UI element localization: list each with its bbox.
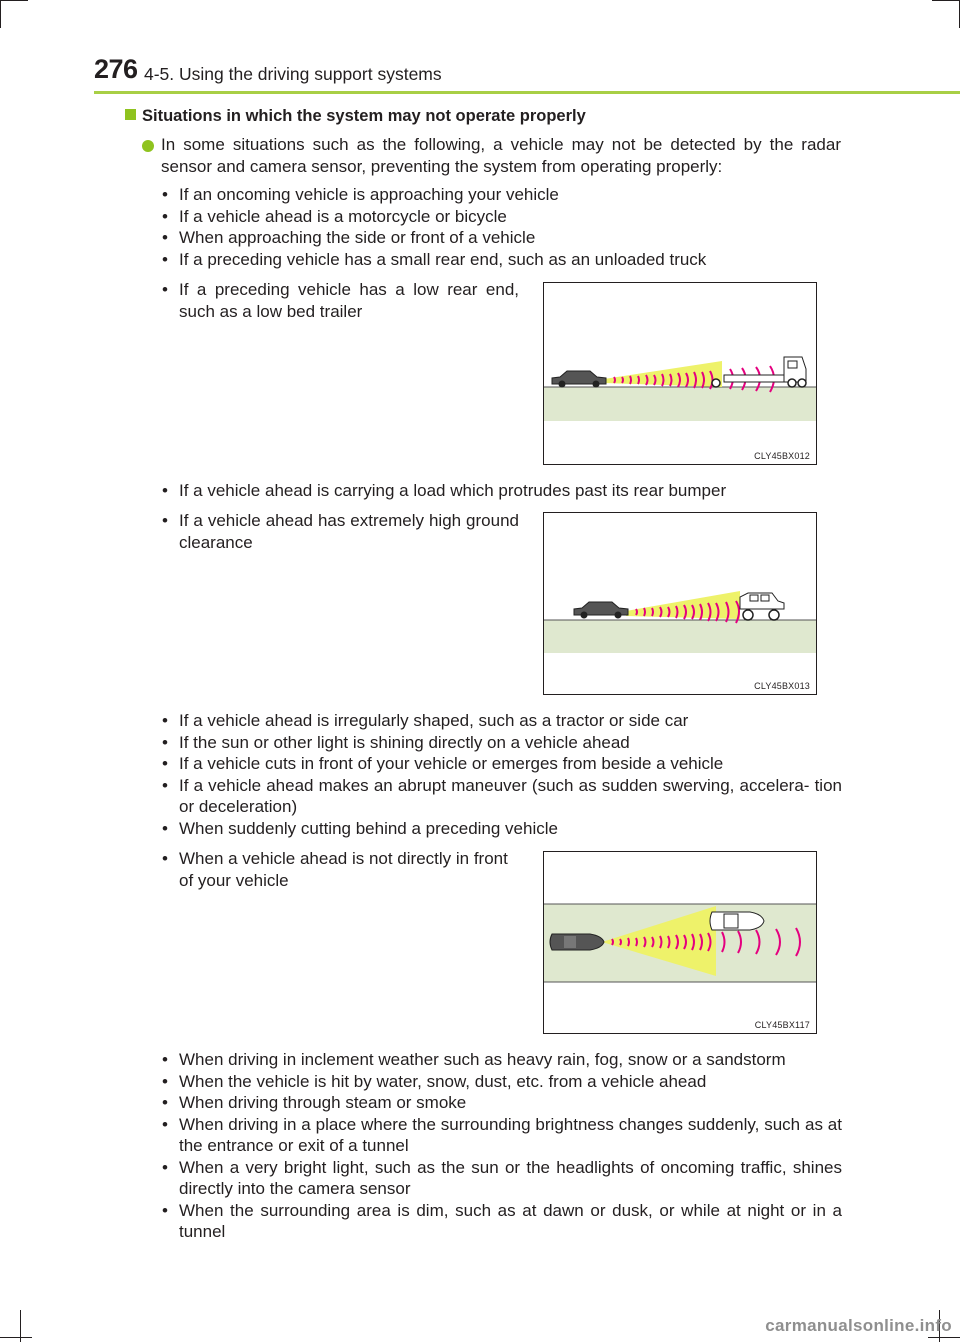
heading-text: Situations in which the system may not operate properly bbox=[142, 107, 586, 125]
list-item: • If the sun or other light is shining directly on a vehicle ahead bbox=[162, 732, 842, 754]
high-clearance-vehicle-icon bbox=[740, 593, 784, 620]
section-title: 4-5. Using the driving support systems bbox=[144, 64, 442, 84]
own-car-top-view-icon bbox=[550, 934, 604, 950]
list-item: • If a vehicle ahead is irregularly shaped, such as a tractor or side car bbox=[162, 710, 842, 732]
list-item: • When the surrounding area is dim, such as at dawn or dusk, or while at night or in a tunnel bbox=[162, 1200, 842, 1243]
illustration-low-bed-trailer bbox=[544, 283, 816, 464]
own-car-icon bbox=[552, 371, 606, 388]
bullet-list-after-figure-1 bbox=[162, 480, 726, 502]
list-item: • If a vehicle ahead is carrying a load which protrudes past its rear bumper bbox=[162, 480, 726, 502]
list-item: • When approaching the side or front of a vehicle bbox=[162, 227, 706, 249]
bullet-list-1 bbox=[162, 184, 706, 270]
crop-mark bbox=[0, 1337, 32, 1338]
crop-mark bbox=[928, 1337, 960, 1338]
circle-bullet-icon bbox=[142, 140, 154, 152]
road-band bbox=[544, 387, 816, 421]
watermark: carmanualsonline.info bbox=[765, 1316, 952, 1335]
list-item: • When suddenly cutting behind a preceding vehicle bbox=[162, 818, 842, 840]
road-band bbox=[544, 620, 816, 653]
square-bullet-icon bbox=[125, 109, 136, 120]
page-number: 276 bbox=[94, 54, 138, 84]
list-item: • If an oncoming vehicle is approaching your vehicle bbox=[162, 184, 706, 206]
radar-beam bbox=[626, 591, 740, 619]
figure-3-caption-list bbox=[162, 848, 524, 891]
list-item: • When driving through steam or smoke bbox=[162, 1092, 842, 1114]
section-heading bbox=[125, 107, 586, 126]
list-item: • When driving in a place where the surrounding brightness changes suddenly, such as at the entrance or exit of a tunnel bbox=[162, 1114, 842, 1157]
header-rule bbox=[94, 91, 960, 94]
figure-code: CLY45BX117 bbox=[754, 1020, 810, 1030]
list-item: • If a vehicle ahead makes an abrupt maneuver (such as sudden swerving, accelera- tion or deceleration) bbox=[162, 775, 842, 818]
figure-code: CLY45BX013 bbox=[754, 681, 810, 691]
figure-code: CLY45BX012 bbox=[754, 451, 810, 461]
bullet-list-3 bbox=[162, 1049, 842, 1243]
figure-1-caption-list bbox=[162, 279, 519, 322]
list-item: • If a vehicle cuts in front of your vehicle or emerges from beside a vehicle bbox=[162, 753, 842, 775]
intro-paragraph: In some situations such as the following, a vehicle may not be detected by the radar sensor and camera sensor, preventing the system from operating properly: bbox=[161, 135, 841, 176]
list-item: • When driving in inclement weather such as heavy rain, fog, snow or a sandstorm bbox=[162, 1049, 842, 1071]
figure-1-caption: • If a preceding vehicle has a low rear end, such as a low bed trailer bbox=[162, 279, 519, 322]
list-item: • When a very bright light, such as the sun or the headlights of oncoming traffic, shines directly into the camera sensor bbox=[162, 1157, 842, 1200]
illustration-high-ground-clearance bbox=[544, 513, 816, 694]
crop-mark bbox=[0, 0, 28, 1]
figure-vehicle-offset bbox=[543, 851, 817, 1034]
crop-mark bbox=[932, 0, 960, 1]
own-car-icon bbox=[574, 602, 628, 619]
list-item: • If a vehicle ahead is a motorcycle or bicycle bbox=[162, 206, 706, 228]
figure-2-caption-list bbox=[162, 510, 519, 553]
figure-low-bed-trailer bbox=[543, 282, 817, 465]
list-item: • When the vehicle is hit by water, snow, dust, etc. from a vehicle ahead bbox=[162, 1071, 842, 1093]
figure-2-caption: • If a vehicle ahead has extremely high ground clearance bbox=[162, 510, 519, 553]
figure-3-caption: • When a vehicle ahead is not directly in front of your vehicle bbox=[162, 848, 524, 891]
list-item: • If a preceding vehicle has a small rear end, such as an unloaded truck bbox=[162, 249, 706, 271]
offset-vehicle-top-view-icon bbox=[710, 912, 764, 930]
crop-mark bbox=[0, 0, 1, 28]
bullet-list-2 bbox=[162, 710, 842, 839]
figure-high-ground-clearance bbox=[543, 512, 817, 695]
illustration-vehicle-offset bbox=[544, 852, 816, 1033]
